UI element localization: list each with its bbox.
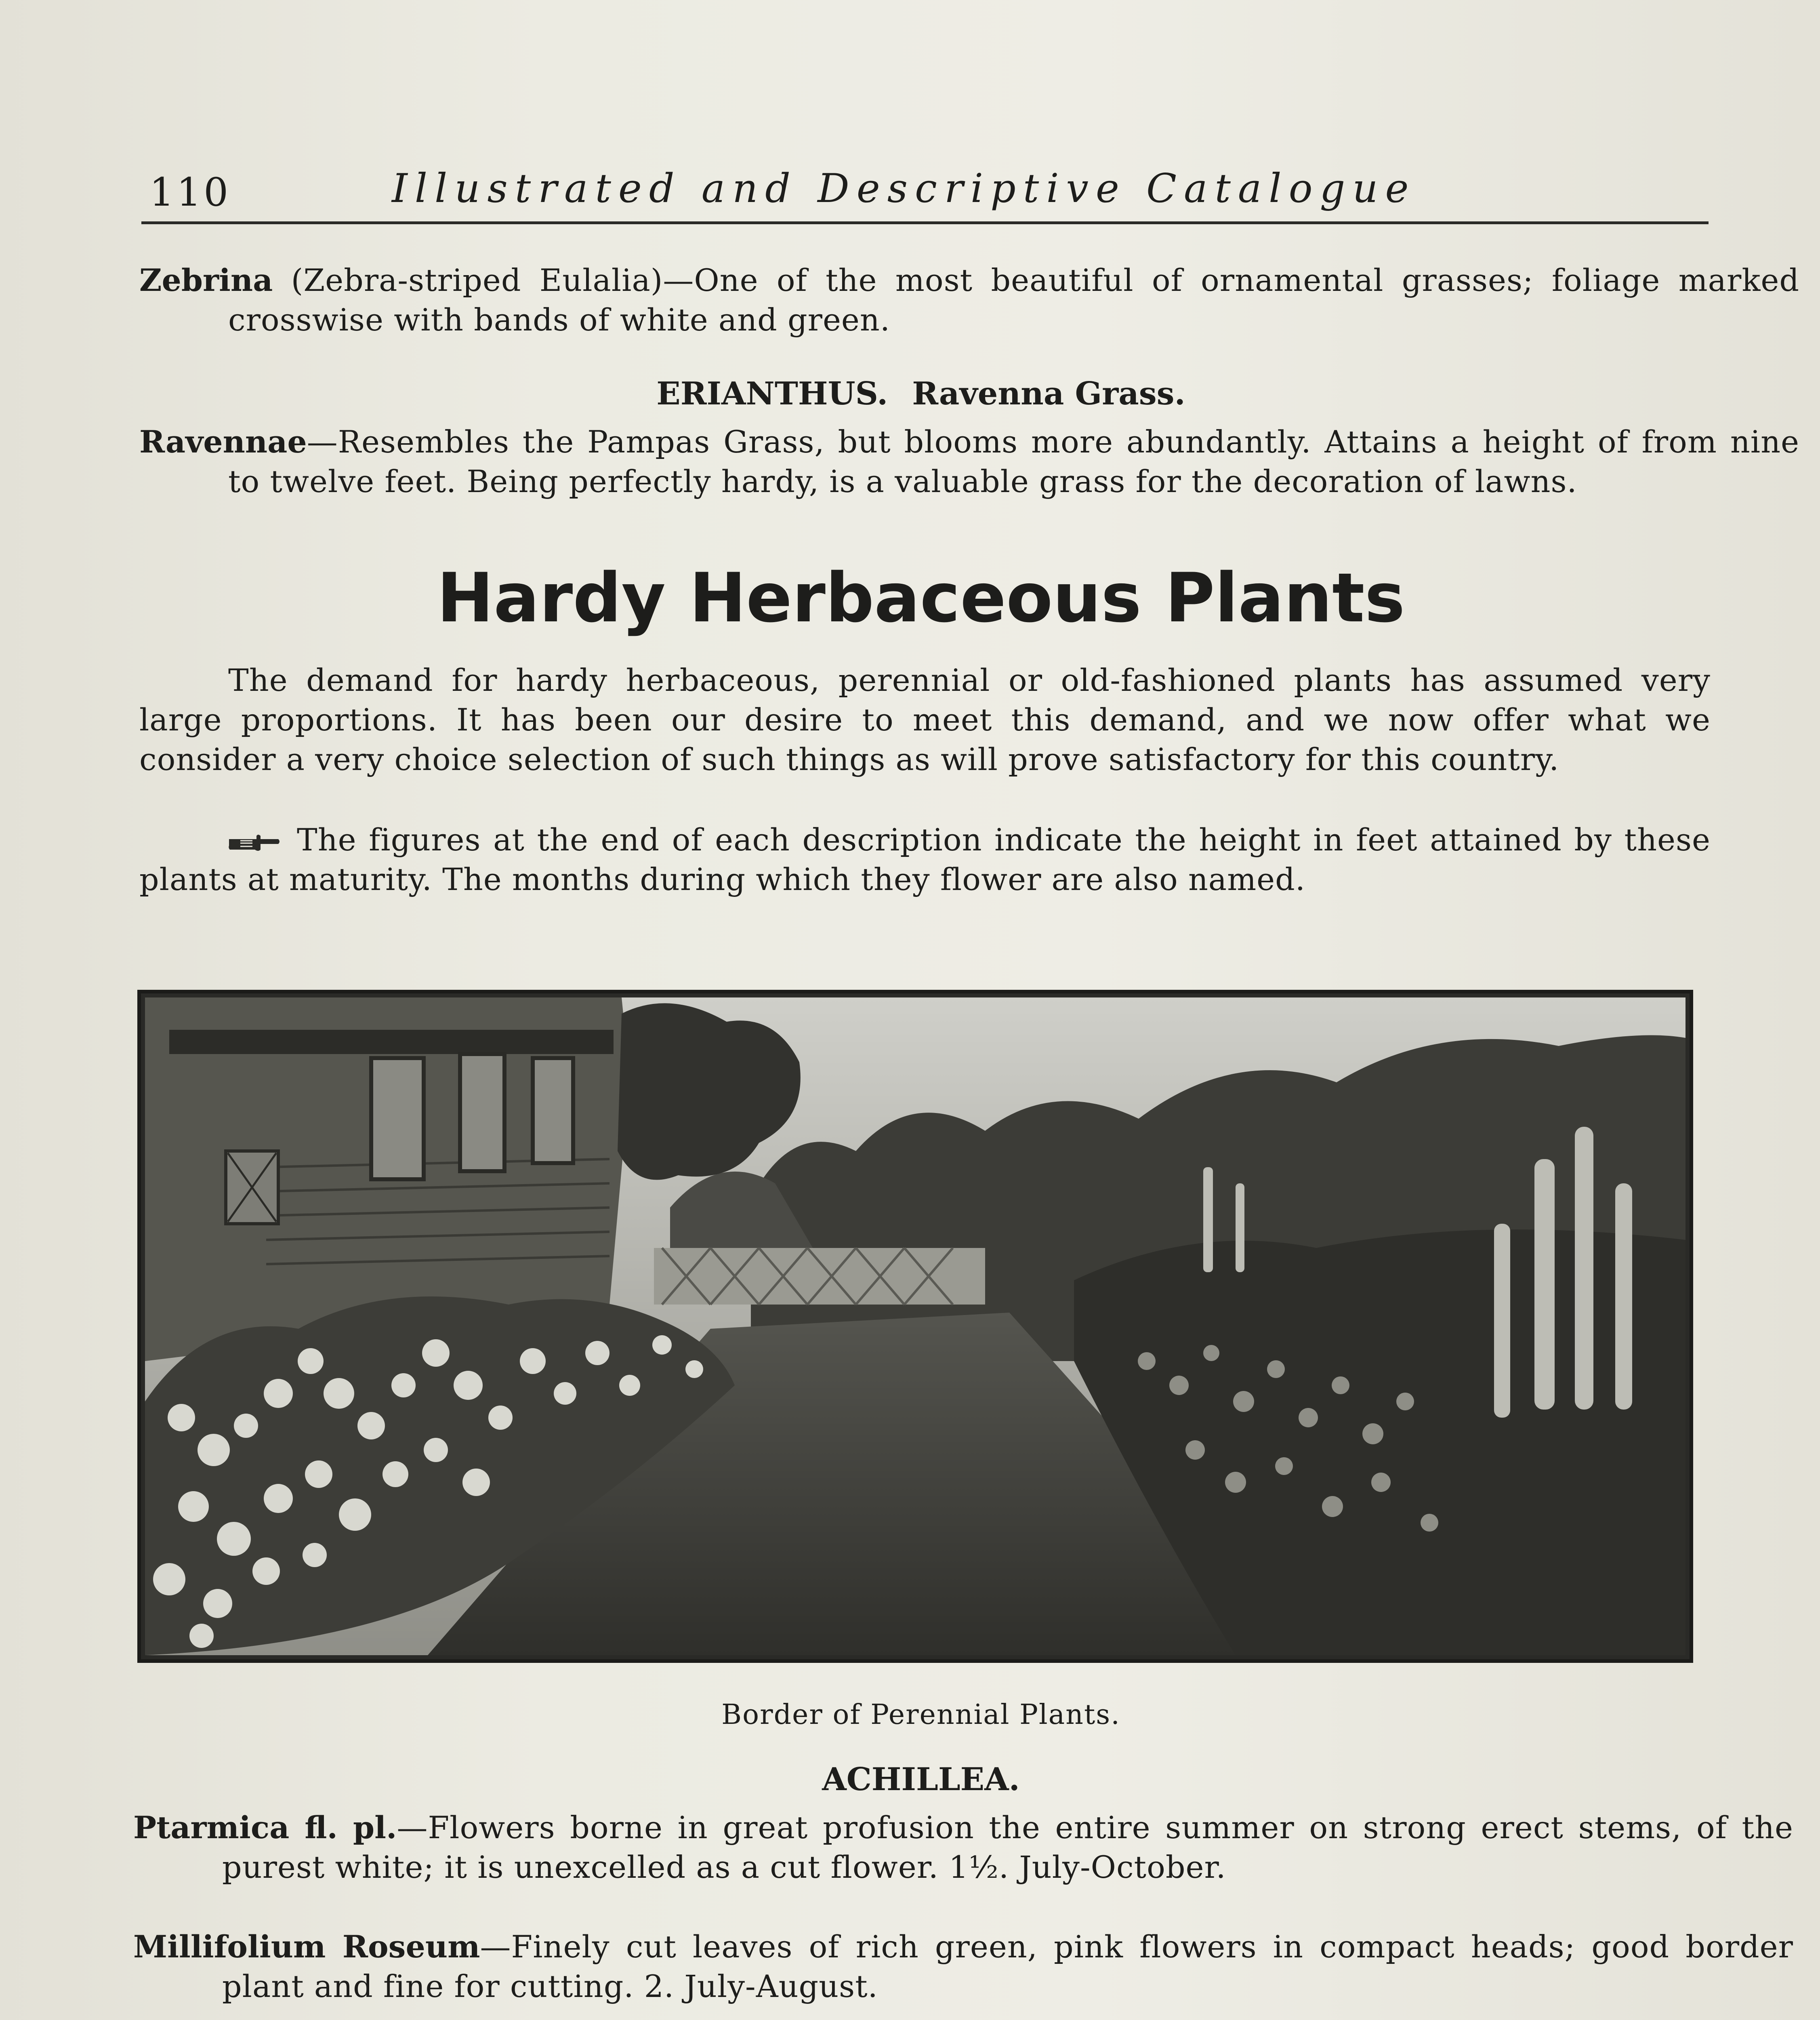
intro-paragraph: The demand for hardy herbaceous, perennial or old-fashioned plants has assumed very large proportions. It has been our desire to meet this demand, and we now offer what we consider a very choice selection of such things as will prove satisfactory for this country.: [139, 662, 1711, 777]
common-name: Ravenna Grass.: [912, 375, 1185, 412]
page-title: Hardy Herbaceous Plants: [437, 558, 1405, 638]
entry-term: Ptarmica fl. pl.: [133, 1810, 397, 1845]
zebrina-entry: [139, 261, 1799, 340]
garden-border-image: [145, 997, 1685, 1655]
header-rule: [141, 221, 1709, 224]
entry-text: —Flowers borne in great profusion the entire summer on strong erect stems, of the purest white; it is unexcelled as a cut flower. 1½. July-October.: [222, 1810, 1794, 1885]
running-title: Illustrated and Descriptive Catalogue: [392, 166, 1416, 212]
pointing-hand-icon: [228, 832, 281, 853]
entry-term: Zebrina: [139, 262, 273, 298]
entry-text: —Finely cut leaves of rich green, pink flowers in compact heads; good border plant and fine for cutting. 2. July-August.: [222, 1929, 1793, 2004]
note-paragraph: [139, 820, 1711, 899]
entry-text: (Zebra-striped Eulalia)—One of the most beautiful of ornamental grasses; foliage marked crosswise with bands of white and green.: [228, 262, 1799, 338]
millifolium-entry: [133, 1927, 1793, 2006]
note-text: The figures at the end of each description indicate the height in feet attained by these plants at maturity. The months during which they flower are also named.: [139, 822, 1711, 897]
page-number: 110: [149, 170, 231, 215]
genus-name: ACHILLEA.: [822, 1761, 1020, 1798]
entry-text: —Resembles the Pampas Grass, but blooms more abundantly. Attains a height of from nine to twelve feet. Being perfectly hardy, is a valuable grass for the decoration of lawns.: [228, 424, 1799, 499]
genus-name: ERIANTHUS.: [656, 375, 888, 412]
ptarmica-entry: [133, 1808, 1793, 1887]
page-header: [141, 162, 1709, 226]
entry-term: Ravennae: [139, 424, 307, 460]
section-heading-erianthus: [133, 374, 1709, 414]
ravennae-entry: [139, 422, 1799, 501]
photo-caption: Border of Perennial Plants.: [721, 1699, 1120, 1731]
garden-photograph: [137, 990, 1693, 1663]
entry-term: Millifolium Roseum: [133, 1929, 480, 1965]
section-heading-achillea: [133, 1759, 1709, 1800]
